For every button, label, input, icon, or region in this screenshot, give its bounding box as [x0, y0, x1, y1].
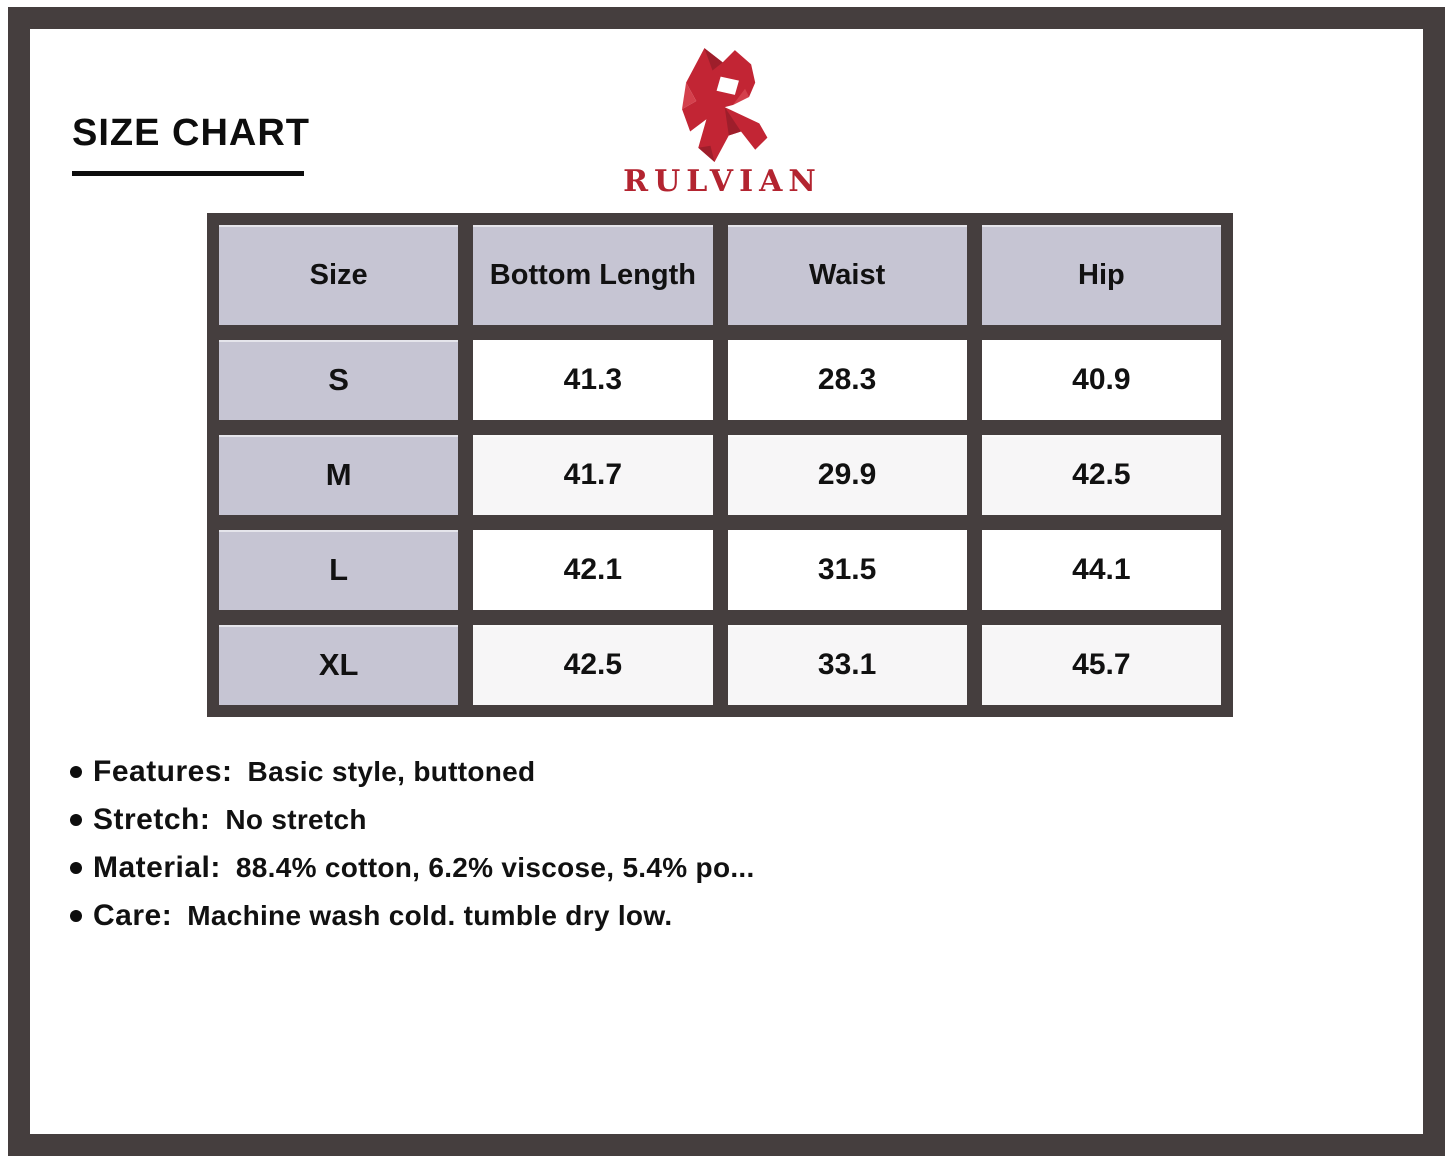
detail-label: Stretch:	[93, 803, 211, 836]
detail-value: Basic style, buttoned	[247, 756, 536, 787]
row-size-label: S	[219, 340, 458, 420]
detail-label: Features:	[93, 755, 233, 788]
table-cell: 42.1	[473, 530, 712, 610]
column-header: Hip	[982, 225, 1221, 325]
row-size-label: M	[219, 435, 458, 515]
table-cell: 45.7	[982, 625, 1221, 705]
table-cell: 42.5	[982, 435, 1221, 515]
table-cell: 33.1	[728, 625, 967, 705]
detail-item	[70, 892, 755, 940]
row-size-label: L	[219, 530, 458, 610]
table-cell: 40.9	[982, 340, 1221, 420]
column-header: Waist	[728, 225, 967, 325]
bullet-icon	[70, 862, 82, 874]
table-cell: 41.3	[473, 340, 712, 420]
brand-name: RULVIAN	[623, 164, 822, 199]
table-cell: 28.3	[728, 340, 967, 420]
detail-label: Material:	[93, 851, 221, 884]
column-header: Bottom Length	[473, 225, 712, 325]
table-cell: 44.1	[982, 530, 1221, 610]
table-cell: 41.7	[473, 435, 712, 515]
brand-logo	[623, 42, 822, 199]
details-list	[70, 748, 755, 940]
detail-item	[70, 796, 755, 844]
bullet-icon	[70, 766, 82, 778]
bullet-icon	[70, 910, 82, 922]
table-cell: 29.9	[728, 435, 967, 515]
title-block	[72, 112, 310, 176]
detail-value: Machine wash cold. tumble dry low.	[187, 900, 673, 931]
table-cell: 31.5	[728, 530, 967, 610]
column-header: Size	[219, 225, 458, 325]
detail-item	[70, 844, 755, 892]
size-table	[207, 213, 1233, 717]
detail-label: Care:	[93, 899, 173, 932]
bullet-icon	[70, 814, 82, 826]
table-cell: 42.5	[473, 625, 712, 705]
page-title: SIZE CHART	[72, 112, 310, 154]
detail-item	[70, 748, 755, 796]
detail-value: 88.4% cotton, 6.2% viscose, 5.4% po...	[235, 852, 755, 883]
brand-logo-r-icon	[659, 42, 785, 164]
title-underline	[72, 171, 304, 176]
row-size-label: XL	[219, 625, 458, 705]
detail-value: No stretch	[225, 804, 367, 835]
